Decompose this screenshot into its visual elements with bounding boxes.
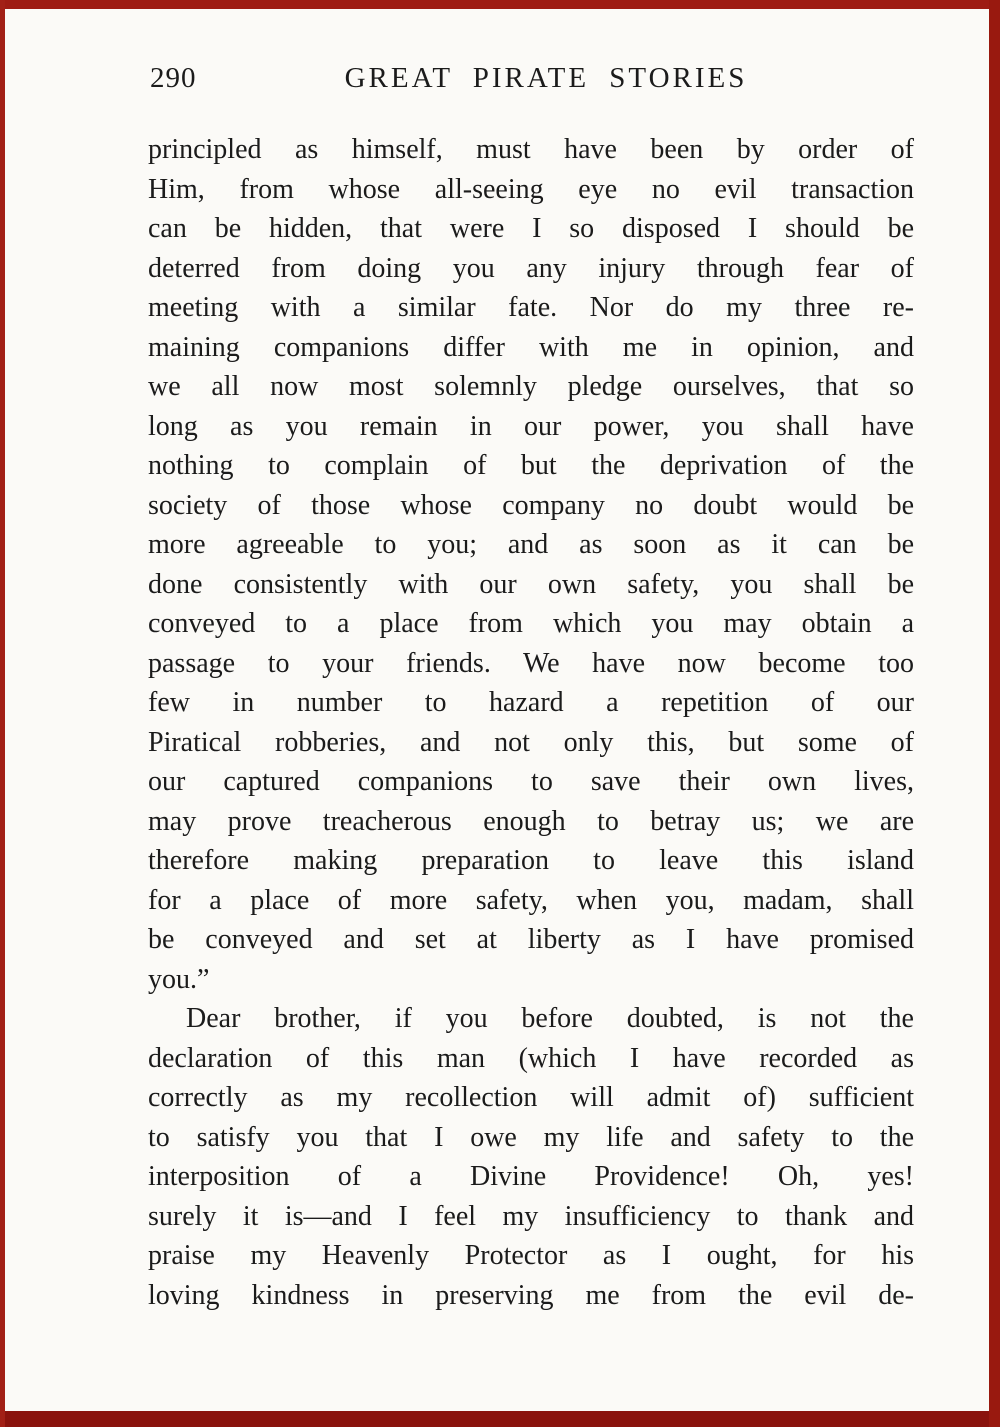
text-line: can be hidden, that were I so disposed I should be bbox=[148, 213, 914, 244]
page-header bbox=[148, 62, 914, 98]
text-line: for a place of more safety, when you, madam, shall bbox=[148, 884, 914, 916]
text-line: Him, from whose all-seeing eye no evil transaction bbox=[148, 173, 914, 205]
text-line: meeting with a similar fate. Nor do my three re- bbox=[148, 292, 914, 323]
scan-edge-top bbox=[0, 0, 1000, 9]
text-line: few in number to hazard a repetition of our bbox=[148, 687, 914, 718]
text-line: interposition of a Divine Providence! Oh, yes! bbox=[148, 1161, 914, 1192]
running-title: GREAT PIRATE STORIES bbox=[344, 62, 748, 94]
text-line: more agreeable to you; and as soon as it can be bbox=[148, 529, 914, 560]
body-text bbox=[148, 130, 914, 1315]
text-line: conveyed to a place from which you may obtain a bbox=[148, 608, 914, 639]
text-line: principled as himself, must have been by order of bbox=[148, 134, 914, 165]
text-line: our captured companions to save their own lives, bbox=[148, 766, 914, 797]
scan-edge-bottom bbox=[0, 1411, 1000, 1427]
text-line: be conveyed and set at liberty as I have promised bbox=[148, 924, 914, 955]
text-line: surely it is—and I feel my insufficiency to thank and bbox=[148, 1200, 914, 1232]
text-line: we all now most solemnly pledge ourselves, that so bbox=[148, 371, 914, 402]
text-line: loving kindness in preserving me from the evil de- bbox=[148, 1279, 914, 1311]
text-line: to satisfy you that I owe my life and safety to the bbox=[148, 1121, 914, 1153]
text-line: society of those whose company no doubt would be bbox=[148, 489, 914, 521]
text-line: long as you remain in our power, you shall have bbox=[148, 410, 914, 442]
text-line: correctly as my recollection will admit of) sufficient bbox=[148, 1082, 914, 1113]
text-line: Dear brother, if you before doubted, is not the bbox=[186, 1003, 914, 1034]
scan-edge-left bbox=[0, 0, 5, 1427]
text-line: therefore making preparation to leave this island bbox=[148, 845, 914, 876]
text-line: may prove treacherous enough to betray us; we are bbox=[148, 805, 914, 837]
text-line: passage to your friends. We have now become too bbox=[148, 647, 914, 679]
text-line: praise my Heavenly Protector as I ought, for his bbox=[148, 1240, 914, 1271]
text-line: nothing to complain of but the deprivation of the bbox=[148, 450, 914, 481]
text-line: maining companions differ with me in opinion, and bbox=[148, 331, 914, 363]
text-line: declaration of this man (which I have recorded as bbox=[148, 1042, 914, 1074]
text-line: Piratical robberies, and not only this, but some of bbox=[148, 726, 914, 758]
text-line: done consistently with our own safety, you shall be bbox=[148, 568, 914, 600]
scan-edge-right bbox=[989, 0, 1000, 1427]
text-line: you.” bbox=[148, 963, 210, 995]
text-line: deterred from doing you any injury through fear of bbox=[148, 252, 914, 284]
page-number: 290 bbox=[150, 62, 197, 94]
